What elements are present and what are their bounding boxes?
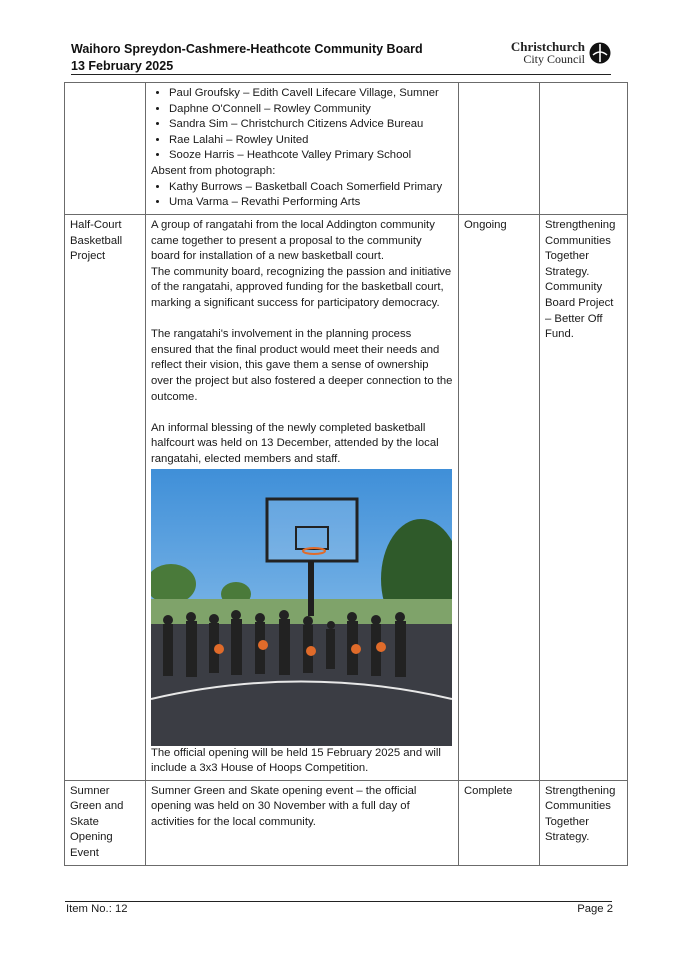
alignment-cell: [540, 83, 628, 215]
list-item: • Sandra Sim – Christchurch Citizens Advice Bureau: [169, 117, 453, 133]
report-table: [64, 82, 628, 866]
detail-cell: [146, 83, 459, 215]
item-number: Item No.: 12: [66, 903, 128, 915]
header-rule: [71, 74, 611, 75]
logo-line-1: Christchurch: [510, 39, 585, 54]
table-row: [65, 83, 628, 215]
table-row: [65, 215, 628, 781]
list-item: • Uma Varma – Revathi Performing Arts: [169, 195, 453, 211]
absent-label: Absent from photograph:: [151, 164, 276, 177]
logo-line-2: City Council: [523, 52, 585, 66]
status-cell: [459, 83, 540, 215]
paragraph: The community board, recognizing the passion and initiative of the rangatahi, approved funding for the basketball court, marking a significant success for participatory democracy.: [151, 265, 452, 309]
paragraph: A group of rangatahi from the local Addington community came together to present a proposal to the community board for installation of a new basketball court.: [151, 219, 435, 263]
table-row: [65, 780, 628, 865]
paragraph: The official opening will be held 15 February 2025 and will include a 3x3 House of Hoops Competition.: [151, 746, 441, 775]
status-cell: Complete: [459, 780, 540, 865]
council-logo: [511, 41, 611, 65]
detail-cell: [146, 215, 459, 781]
list-item: • Kathy Burrows – Basketball Coach Somerfield Primary: [169, 180, 453, 196]
alignment-cell: Strengthening Communities Together Strategy.: [540, 780, 628, 865]
page-header: [71, 41, 611, 75]
basketball-court-photo: [151, 469, 452, 746]
board-title: Waihoro Spreydon-Cashmere-Heathcote Community Board: [71, 42, 423, 56]
meeting-date: 13 February 2025: [71, 59, 174, 73]
item-cell: Half-Court Basketball Project: [65, 215, 146, 781]
list-item: • Rae Lalahi – Rowley United: [169, 133, 453, 149]
list-item: • Sooze Harris – Heathcote Valley Primary School: [169, 148, 453, 164]
paragraph: An informal blessing of the newly completed basketball halfcourt was held on 13 December, attended by the local rangatahi, elected members and staff.: [151, 421, 439, 465]
alignment-cell: Strengthening Communities Together Strategy. Community Board Project – Better Off Fund.: [540, 215, 628, 781]
status-cell: Ongoing: [459, 215, 540, 781]
item-cell: Sumner Green and Skate Opening Event: [65, 780, 146, 865]
page-number: Page 2: [577, 903, 613, 915]
list-item: • Daphne O'Connell – Rowley Community: [169, 102, 453, 118]
detail-cell: Sumner Green and Skate opening event – the official opening was held on 30 November with a full day of activities for the local community.: [146, 780, 459, 865]
footer-rule: [65, 901, 612, 902]
attendee-list: [151, 86, 453, 164]
paragraph: The rangatahi's involvement in the planning process ensured that the final product would meet their needs and reflect their vision, this gave them a sense of ownership over the project but also fostered a deeper connection to the outcome.: [151, 328, 453, 403]
list-item: • Paul Groufsky – Edith Cavell Lifecare Village, Sumner: [169, 86, 453, 102]
item-cell: [65, 83, 146, 215]
absent-list: [151, 180, 453, 211]
council-emblem-icon: [589, 42, 611, 64]
